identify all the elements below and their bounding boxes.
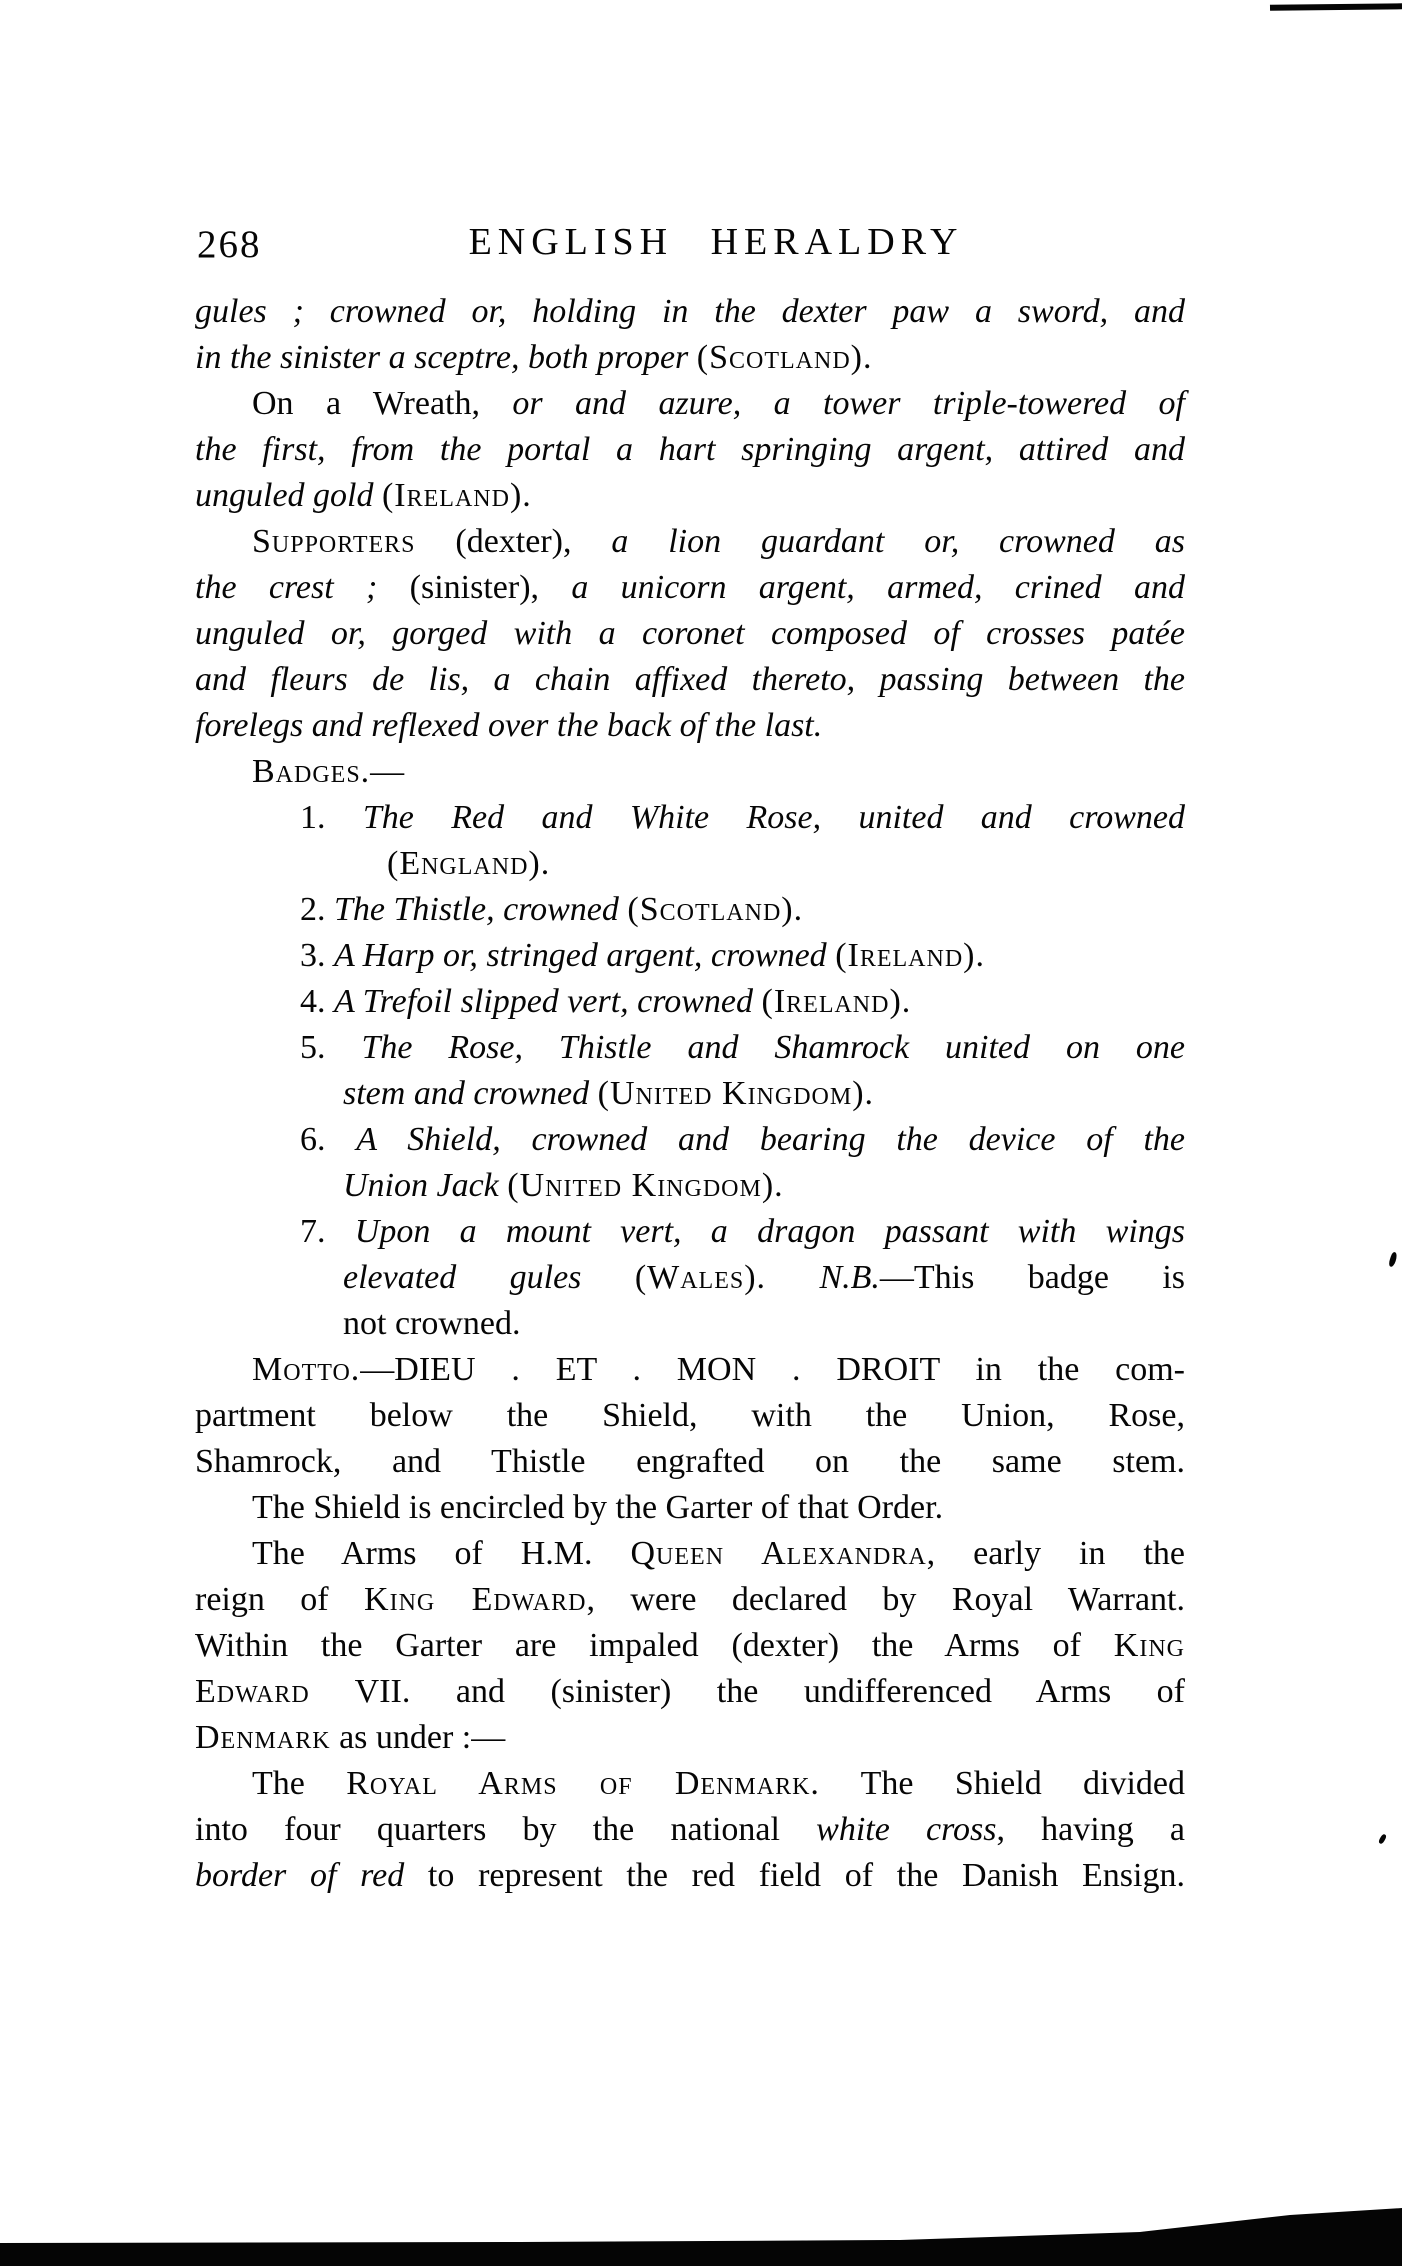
blazon-italic-text: The Red and White Rose, united and crowned — [362, 799, 1185, 836]
blazon-italic-text: forelegs and reflexed over the back of the last. — [195, 707, 823, 744]
roman-text: , early in the — [926, 1535, 1185, 1572]
text-line — [195, 1163, 1185, 1209]
roman-text: 5. — [300, 1029, 362, 1066]
smallcaps-text: Denmark — [195, 1719, 331, 1756]
blazon-italic-text: A Shield, crowned and bearing the device of the — [356, 1121, 1185, 1158]
smallcaps-text: King Edward — [364, 1581, 587, 1618]
roman-text: to represent the red field of the Danish Ensign. — [404, 1857, 1185, 1894]
scan-artifact-margin-mark — [1388, 1251, 1398, 1267]
text-line — [195, 1025, 1185, 1071]
blazon-italic-text: and fleurs de lis, a chain affixed thereto, passing between the — [195, 661, 1185, 698]
running-title: ENGLISH HERALDRY — [468, 221, 964, 263]
scan-artifact-margin-mark — [1378, 1833, 1387, 1844]
smallcaps-text: (Wales). — [634, 1259, 767, 1296]
smallcaps-text: Queen Alexandra — [630, 1535, 927, 1572]
text-line — [195, 1209, 1185, 1255]
roman-text — [766, 1259, 819, 1296]
text-line — [195, 1255, 1185, 1301]
text-line — [195, 1531, 1185, 1577]
blazon-italic-text: A Harp or, stringed argent, crowned — [334, 937, 836, 974]
text-line — [195, 1623, 1185, 1669]
blazon-italic-text: A Trefoil slipped vert, crowned — [334, 983, 762, 1020]
roman-text: On a Wreath, — [252, 385, 513, 422]
blazon-italic-text: unguled or, gorged with a coronet composed of crosses patée — [195, 615, 1185, 652]
text-line — [195, 1393, 1185, 1439]
blazon-italic-text: stem and crowned — [343, 1075, 598, 1112]
text-line — [195, 427, 1185, 473]
text-line — [195, 519, 1185, 565]
smallcaps-text: Edward — [195, 1673, 310, 1710]
blazon-italic-text: gules ; crowned or, holding in the dexter paw a sword, and — [195, 293, 1185, 330]
roman-text: The Shield is encircled by the Garter of that Order. — [252, 1489, 944, 1526]
text-line — [195, 979, 1185, 1025]
text-line — [195, 1301, 1185, 1347]
roman-text: (sinister), — [409, 569, 572, 606]
text-line — [195, 1669, 1185, 1715]
roman-text: Shamrock, and Thistle engrafted on the same stem. — [195, 1443, 1185, 1480]
smallcaps-text: (Scotland). — [696, 339, 873, 376]
blazon-italic-text: the first, from the portal a hart springing argent, attired and — [195, 431, 1185, 468]
text-line — [195, 473, 1185, 519]
text-line — [195, 565, 1185, 611]
smallcaps-text: (Ireland). — [381, 477, 532, 514]
text-line — [195, 887, 1185, 933]
smallcaps-text: Motto. — [252, 1351, 361, 1388]
smallcaps-text: King — [1113, 1627, 1185, 1664]
scan-artifact-bottom-band — [0, 2196, 1402, 2266]
text-line — [195, 381, 1185, 427]
smallcaps-text: (Ireland). — [761, 983, 912, 1020]
blazon-italic-text: Union Jack — [343, 1167, 508, 1204]
scan-artifact-top-line — [1270, 3, 1402, 10]
text-line — [195, 1853, 1185, 1899]
text-line — [195, 795, 1185, 841]
text-line — [195, 933, 1185, 979]
text-line — [195, 749, 1185, 795]
blazon-italic-text: in the sinister a sceptre, both proper — [195, 339, 697, 376]
roman-text: 4. — [300, 983, 334, 1020]
blazon-italic-text: white cross — [816, 1811, 997, 1848]
text-line — [195, 703, 1185, 749]
roman-text: (dexter), — [415, 523, 612, 560]
text-line — [195, 1577, 1185, 1623]
page-text — [195, 289, 1185, 1899]
roman-text: 1. — [300, 799, 363, 836]
blazon-italic-text: Upon a mount vert, a dragon passant with wings — [354, 1213, 1185, 1250]
blazon-italic-text: N.B. — [819, 1259, 880, 1296]
text-line — [195, 611, 1185, 657]
roman-text: The Arms of H.M. — [252, 1535, 631, 1572]
smallcaps-text: (United Kingdom). — [507, 1167, 784, 1204]
roman-text: The — [252, 1765, 347, 1802]
page-header — [195, 220, 1185, 268]
blazon-italic-text: The Rose, Thistle and Shamrock united on one — [361, 1029, 1185, 1066]
smallcaps-text: Badges.— — [252, 753, 406, 790]
blazon-italic-text: The Thistle, crowned — [334, 891, 628, 928]
text-line — [195, 289, 1185, 335]
text-line — [195, 1807, 1185, 1853]
roman-text: as under :— — [330, 1719, 506, 1756]
text-line — [195, 1117, 1185, 1163]
text-line — [195, 335, 1185, 381]
text-line — [195, 1071, 1185, 1117]
text-line — [195, 841, 1185, 887]
roman-text: not crowned. — [343, 1305, 521, 1342]
blazon-italic-text: unguled gold — [195, 477, 382, 514]
text-line — [195, 1485, 1185, 1531]
page-number: 268 — [197, 223, 262, 266]
roman-text: —This badge is — [879, 1259, 1185, 1296]
smallcaps-text: Supporters — [252, 523, 416, 560]
roman-text: Within the Garter are impaled (dexter) the Arms of — [195, 1627, 1114, 1664]
text-line — [195, 1761, 1185, 1807]
roman-text: , having a — [996, 1811, 1185, 1848]
roman-text: 6. — [300, 1121, 357, 1158]
smallcaps-text: (United Kingdom). — [597, 1075, 875, 1112]
roman-text: The Shield divided — [819, 1765, 1186, 1802]
roman-text: into four quarters by the national — [195, 1811, 817, 1848]
blazon-italic-text: or and azure, a tower triple-towered of — [512, 385, 1185, 422]
blazon-italic-text: a lion guardant or, crowned as — [611, 523, 1185, 560]
blazon-italic-text: elevated gules — [343, 1259, 635, 1296]
blazon-italic-text: border of red — [195, 1857, 405, 1894]
text-line — [195, 1347, 1185, 1393]
roman-text: reign of — [195, 1581, 365, 1618]
blazon-italic-text: a unicorn argent, armed, crined and — [571, 569, 1185, 606]
roman-text: —DIEU . ET . MON . DROIT in the com- — [360, 1351, 1185, 1388]
smallcaps-text: Royal Arms of Denmark. — [346, 1765, 820, 1802]
roman-text: VII. and (sinister) the undifferenced Arms of — [309, 1673, 1185, 1710]
smallcaps-text: (England). — [387, 845, 551, 882]
smallcaps-text: (Ireland). — [835, 937, 985, 974]
roman-text: 7. — [300, 1213, 355, 1250]
roman-text: , were declared by Royal Warrant. — [586, 1581, 1185, 1618]
text-line — [195, 657, 1185, 703]
roman-text: partment below the Shield, with the Union, Rose, — [195, 1397, 1185, 1434]
blazon-italic-text: the crest ; — [195, 569, 410, 606]
text-line — [195, 1439, 1185, 1485]
smallcaps-text: (Scotland). — [627, 891, 804, 928]
text-line — [195, 1715, 1185, 1761]
roman-text: 2. — [300, 891, 334, 928]
roman-text: 3. — [300, 937, 334, 974]
